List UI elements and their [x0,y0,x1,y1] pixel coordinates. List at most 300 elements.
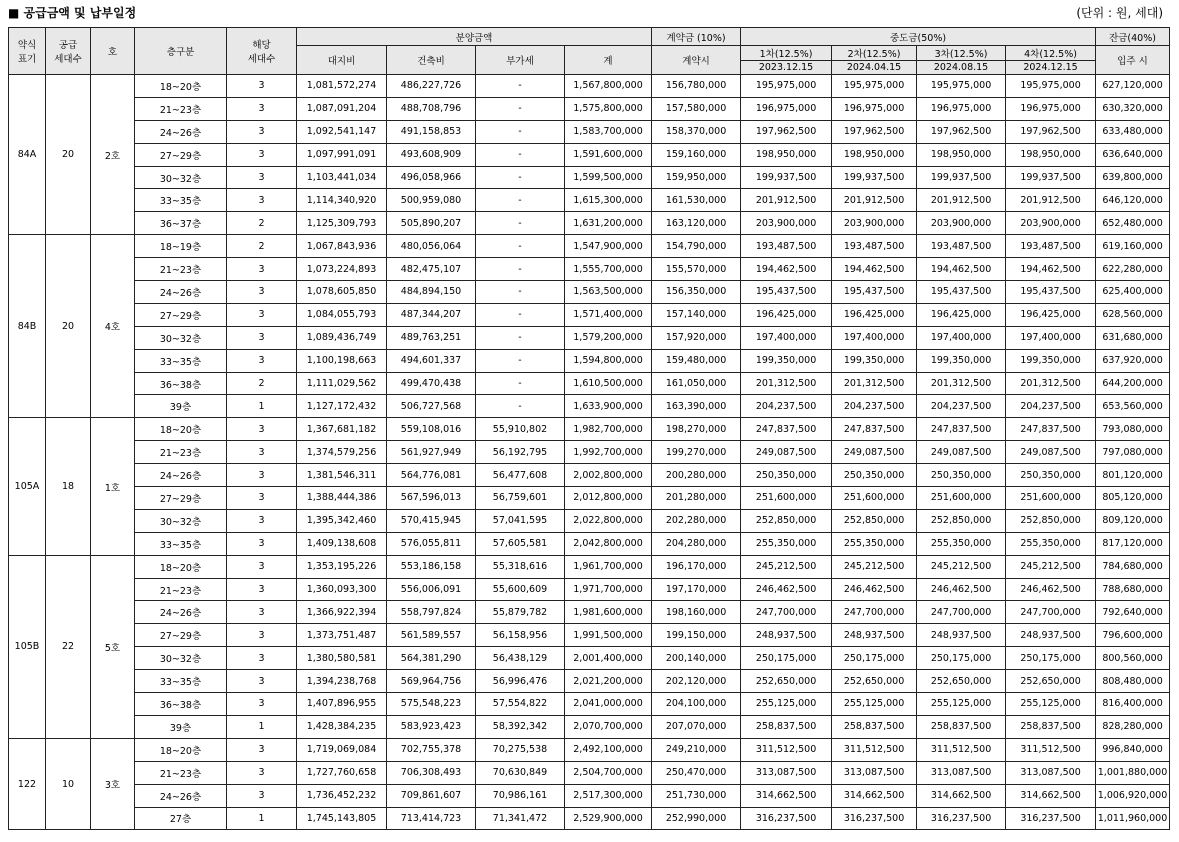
cell-building: 569,964,756 [387,670,476,693]
cell-building: 713,414,723 [387,807,476,830]
cell-balance: 796,600,000 [1096,624,1170,647]
cell-floor: 30~32층 [135,509,227,532]
cell-m4: 314,662,500 [1006,784,1096,807]
cell-floor: 21~23층 [135,441,227,464]
cell-deposit: 156,350,000 [652,281,741,304]
cell-m3: 316,237,500 [917,807,1006,830]
cell-land: 1,366,922,394 [297,601,387,624]
cell-floor: 36~38층 [135,372,227,395]
table-row [9,97,1170,120]
cell-floor: 18~20층 [135,418,227,441]
cell-balance: 637,920,000 [1096,349,1170,372]
cell-m3: 247,700,000 [917,601,1006,624]
cell-total: 1,610,500,000 [565,372,652,395]
cell-vat: 70,275,538 [476,738,565,761]
header-ho: 호 [91,28,135,75]
cell-deposit: 202,280,000 [652,509,741,532]
cell-m3: 247,837,500 [917,418,1006,441]
cell-balance: 639,800,000 [1096,166,1170,189]
cell-m1: 255,350,000 [741,532,832,555]
header-floor: 층구분 [135,28,227,75]
cell-m1: 195,975,000 [741,75,832,98]
cell-land: 1,381,546,311 [297,464,387,487]
cell-deposit: 250,470,000 [652,761,741,784]
cell-total: 1,567,800,000 [565,75,652,98]
cell-vat: 56,438,129 [476,647,565,670]
cell-m3: 195,437,500 [917,281,1006,304]
cell-building: 576,055,811 [387,532,476,555]
cell-building: 553,186,158 [387,555,476,578]
cell-total: 1,547,900,000 [565,235,652,258]
cell-m4: 195,975,000 [1006,75,1096,98]
cell-units: 3 [227,258,297,281]
cell-m4: 255,350,000 [1006,532,1096,555]
cell-m3: 313,087,500 [917,761,1006,784]
group-ho: 4호 [91,235,135,418]
cell-vat: - [476,372,565,395]
cell-m1: 194,462,500 [741,258,832,281]
table-row [9,326,1170,349]
cell-floor: 27~29층 [135,303,227,326]
cell-m1: 255,125,000 [741,693,832,716]
cell-m3: 252,650,000 [917,670,1006,693]
cell-units: 3 [227,738,297,761]
group-supply-units: 20 [46,75,91,235]
cell-m4: 195,437,500 [1006,281,1096,304]
cell-units: 3 [227,555,297,578]
cell-m2: 201,312,500 [832,372,917,395]
cell-floor: 24~26층 [135,784,227,807]
cell-land: 1,111,029,562 [297,372,387,395]
cell-units: 3 [227,326,297,349]
cell-total: 1,563,500,000 [565,281,652,304]
cell-m4: 204,237,500 [1006,395,1096,418]
cell-vat: - [476,303,565,326]
cell-floor: 21~23층 [135,761,227,784]
cell-deposit: 159,160,000 [652,143,741,166]
cell-m3: 194,462,500 [917,258,1006,281]
table-row [9,509,1170,532]
cell-total: 1,631,200,000 [565,212,652,235]
cell-balance: 625,400,000 [1096,281,1170,304]
cell-m4: 311,512,500 [1006,738,1096,761]
cell-m1: 198,950,000 [741,143,832,166]
header-building: 건축비 [387,46,476,75]
group-supply-units: 22 [46,555,91,738]
cell-m1: 314,662,500 [741,784,832,807]
cell-vat: - [476,326,565,349]
cell-m3: 201,912,500 [917,189,1006,212]
cell-building: 709,861,607 [387,784,476,807]
header-middle: 중도금(50%) [741,28,1096,46]
cell-m2: 197,962,500 [832,120,917,143]
unit-note: (단위 : 원, 세대) [1076,6,1163,20]
cell-balance: 800,560,000 [1096,647,1170,670]
cell-units: 3 [227,647,297,670]
cell-m2: 249,087,500 [832,441,917,464]
cell-m3: 197,962,500 [917,120,1006,143]
cell-m4: 196,425,000 [1006,303,1096,326]
cell-vat: 56,192,795 [476,441,565,464]
cell-floor: 36~38층 [135,693,227,716]
price-schedule-table [8,27,1170,830]
cell-m4: 201,912,500 [1006,189,1096,212]
cell-balance: 1,006,920,000 [1096,784,1170,807]
cell-land: 1,745,143,805 [297,807,387,830]
cell-building: 500,959,080 [387,189,476,212]
cell-deposit: 249,210,000 [652,738,741,761]
cell-units: 3 [227,441,297,464]
cell-m4: 247,837,500 [1006,418,1096,441]
header-balance: 잔금(40%) [1096,28,1170,46]
cell-m4: 250,175,000 [1006,647,1096,670]
cell-vat: 56,477,608 [476,464,565,487]
cell-m2: 311,512,500 [832,738,917,761]
cell-deposit: 161,530,000 [652,189,741,212]
table-row [9,143,1170,166]
cell-m1: 316,237,500 [741,807,832,830]
cell-land: 1,103,441,034 [297,166,387,189]
cell-m4: 198,950,000 [1006,143,1096,166]
cell-m1: 245,212,500 [741,555,832,578]
cell-deposit: 155,570,000 [652,258,741,281]
cell-vat: 70,986,161 [476,784,565,807]
cell-m4: 248,937,500 [1006,624,1096,647]
cell-m3: 251,600,000 [917,487,1006,510]
cell-building: 480,056,064 [387,235,476,258]
cell-m3: 314,662,500 [917,784,1006,807]
cell-floor: 27~29층 [135,143,227,166]
cell-m3: 201,312,500 [917,372,1006,395]
cell-floor: 33~35층 [135,532,227,555]
cell-deposit: 197,170,000 [652,578,741,601]
cell-m4: 199,937,500 [1006,166,1096,189]
cell-m1: 197,962,500 [741,120,832,143]
table-row [9,303,1170,326]
cell-balance: 1,011,960,000 [1096,807,1170,830]
cell-floor: 24~26층 [135,464,227,487]
cell-total: 1,575,800,000 [565,97,652,120]
cell-m2: 245,212,500 [832,555,917,578]
cell-units: 1 [227,395,297,418]
cell-total: 1,579,200,000 [565,326,652,349]
cell-total: 1,591,600,000 [565,143,652,166]
cell-m2: 258,837,500 [832,715,917,738]
cell-building: 570,415,945 [387,509,476,532]
cell-total: 1,599,500,000 [565,166,652,189]
cell-building: 494,601,337 [387,349,476,372]
cell-m2: 201,912,500 [832,189,917,212]
cell-floor: 24~26층 [135,601,227,624]
cell-balance: 633,480,000 [1096,120,1170,143]
cell-building: 564,776,081 [387,464,476,487]
cell-land: 1,388,444,386 [297,487,387,510]
group-type: 122 [9,738,46,830]
cell-floor: 27층 [135,807,227,830]
cell-m1: 204,237,500 [741,395,832,418]
cell-m4: 197,400,000 [1006,326,1096,349]
cell-deposit: 204,100,000 [652,693,741,716]
cell-balance: 784,680,000 [1096,555,1170,578]
cell-deposit: 157,580,000 [652,97,741,120]
table-row [9,555,1170,578]
cell-m2: 193,487,500 [832,235,917,258]
cell-deposit: 154,790,000 [652,235,741,258]
cell-m4: 251,600,000 [1006,487,1096,510]
cell-m1: 249,087,500 [741,441,832,464]
cell-m2: 250,175,000 [832,647,917,670]
cell-m2: 313,087,500 [832,761,917,784]
cell-land: 1,114,340,920 [297,189,387,212]
table-row [9,715,1170,738]
cell-m4: 201,312,500 [1006,372,1096,395]
cell-floor: 36~37층 [135,212,227,235]
cell-units: 3 [227,693,297,716]
cell-deposit: 157,920,000 [652,326,741,349]
table-row [9,212,1170,235]
cell-balance: 805,120,000 [1096,487,1170,510]
cell-deposit: 161,050,000 [652,372,741,395]
cell-balance: 636,640,000 [1096,143,1170,166]
cell-total: 1,971,700,000 [565,578,652,601]
cell-m4: 258,837,500 [1006,715,1096,738]
table-header [9,28,1170,75]
table-row [9,532,1170,555]
cell-m2: 196,975,000 [832,97,917,120]
header-balance-when: 입주 시 [1096,46,1170,75]
cell-land: 1,097,991,091 [297,143,387,166]
cell-total: 2,517,300,000 [565,784,652,807]
cell-deposit: 201,280,000 [652,487,741,510]
cell-building: 556,006,091 [387,578,476,601]
cell-vat: - [476,189,565,212]
table-row [9,738,1170,761]
cell-m1: 203,900,000 [741,212,832,235]
table-body [9,75,1170,830]
cell-balance: 653,560,000 [1096,395,1170,418]
cell-total: 1,633,900,000 [565,395,652,418]
cell-m1: 196,425,000 [741,303,832,326]
cell-m3: 197,400,000 [917,326,1006,349]
cell-total: 2,504,700,000 [565,761,652,784]
cell-deposit: 196,170,000 [652,555,741,578]
table-row [9,189,1170,212]
cell-m1: 247,700,000 [741,601,832,624]
cell-m4: 194,462,500 [1006,258,1096,281]
cell-m4: 246,462,500 [1006,578,1096,601]
cell-units: 2 [227,212,297,235]
cell-balance: 652,480,000 [1096,212,1170,235]
cell-floor: 18~19층 [135,235,227,258]
group-ho: 5호 [91,555,135,738]
cell-m1: 195,437,500 [741,281,832,304]
cell-m2: 199,350,000 [832,349,917,372]
cell-land: 1,084,055,793 [297,303,387,326]
cell-vat: 56,759,601 [476,487,565,510]
table-row [9,120,1170,143]
cell-m2: 250,350,000 [832,464,917,487]
cell-vat: 55,318,616 [476,555,565,578]
header-m4: 4차(12.5%) [1006,46,1096,61]
cell-building: 484,894,150 [387,281,476,304]
cell-building: 706,308,493 [387,761,476,784]
cell-balance: 808,480,000 [1096,670,1170,693]
cell-m2: 314,662,500 [832,784,917,807]
cell-floor: 24~26층 [135,281,227,304]
cell-m4: 313,087,500 [1006,761,1096,784]
cell-vat: 55,910,802 [476,418,565,441]
cell-m4: 203,900,000 [1006,212,1096,235]
table-row [9,647,1170,670]
cell-m1: 201,912,500 [741,189,832,212]
cell-units: 1 [227,807,297,830]
cell-m4: 252,650,000 [1006,670,1096,693]
cell-m1: 199,937,500 [741,166,832,189]
cell-vat: - [476,75,565,98]
cell-deposit: 200,140,000 [652,647,741,670]
cell-vat: 57,041,595 [476,509,565,532]
cell-floor: 39층 [135,395,227,418]
cell-units: 3 [227,349,297,372]
cell-m2: 199,937,500 [832,166,917,189]
table-row [9,487,1170,510]
cell-deposit: 157,140,000 [652,303,741,326]
header-deposit: 계약금 (10%) [652,28,741,46]
cell-land: 1,360,093,300 [297,578,387,601]
group-ho: 1호 [91,418,135,555]
cell-units: 3 [227,670,297,693]
cell-balance: 801,120,000 [1096,464,1170,487]
cell-building: 493,608,909 [387,143,476,166]
cell-units: 3 [227,189,297,212]
header-units: 해당 세대수 [227,28,297,75]
cell-vat: 57,554,822 [476,693,565,716]
cell-m4: 255,125,000 [1006,693,1096,716]
cell-m1: 252,650,000 [741,670,832,693]
cell-m4: 250,350,000 [1006,464,1096,487]
cell-units: 3 [227,120,297,143]
cell-floor: 21~23층 [135,258,227,281]
cell-units: 3 [227,97,297,120]
cell-floor: 18~20층 [135,555,227,578]
cell-land: 1,125,309,793 [297,212,387,235]
table-row [9,235,1170,258]
cell-vat: 57,605,581 [476,532,565,555]
table-row [9,441,1170,464]
cell-land: 1,100,198,663 [297,349,387,372]
cell-building: 567,596,013 [387,487,476,510]
header-land: 대지비 [297,46,387,75]
cell-deposit: 200,280,000 [652,464,741,487]
cell-m3: 250,175,000 [917,647,1006,670]
header-supply-units: 공급 세대수 [46,28,91,75]
cell-units: 3 [227,487,297,510]
table-row [9,464,1170,487]
header-vat: 부가세 [476,46,565,75]
group-type: 105A [9,418,46,555]
cell-m1: 199,350,000 [741,349,832,372]
cell-deposit: 198,270,000 [652,418,741,441]
cell-building: 561,927,949 [387,441,476,464]
cell-m2: 252,850,000 [832,509,917,532]
cell-units: 2 [227,235,297,258]
cell-land: 1,089,436,749 [297,326,387,349]
cell-total: 2,492,100,000 [565,738,652,761]
cell-total: 1,982,700,000 [565,418,652,441]
cell-m2: 316,237,500 [832,807,917,830]
cell-m1: 193,487,500 [741,235,832,258]
cell-land: 1,078,605,850 [297,281,387,304]
cell-deposit: 159,950,000 [652,166,741,189]
cell-floor: 30~32층 [135,166,227,189]
cell-m3: 255,350,000 [917,532,1006,555]
cell-m1: 196,975,000 [741,97,832,120]
cell-m2: 194,462,500 [832,258,917,281]
cell-land: 1,428,384,235 [297,715,387,738]
group-type: 84A [9,75,46,235]
cell-units: 2 [227,372,297,395]
cell-floor: 33~35층 [135,349,227,372]
cell-deposit: 163,120,000 [652,212,741,235]
cell-m1: 201,312,500 [741,372,832,395]
cell-building: 496,058,966 [387,166,476,189]
cell-building: 561,589,557 [387,624,476,647]
cell-deposit: 204,280,000 [652,532,741,555]
cell-total: 2,001,400,000 [565,647,652,670]
cell-total: 1,961,700,000 [565,555,652,578]
cell-m4: 252,850,000 [1006,509,1096,532]
cell-floor: 18~20층 [135,75,227,98]
cell-deposit: 199,150,000 [652,624,741,647]
header-m1-date: 2023.12.15 [741,61,832,75]
cell-m2: 252,650,000 [832,670,917,693]
cell-units: 3 [227,418,297,441]
table-row [9,281,1170,304]
cell-deposit: 198,160,000 [652,601,741,624]
table-row [9,75,1170,98]
cell-deposit: 156,780,000 [652,75,741,98]
cell-m4: 193,487,500 [1006,235,1096,258]
cell-balance: 817,120,000 [1096,532,1170,555]
table-row [9,761,1170,784]
cell-m3: 199,350,000 [917,349,1006,372]
cell-floor: 30~32층 [135,647,227,670]
cell-land: 1,092,541,147 [297,120,387,143]
cell-balance: 646,120,000 [1096,189,1170,212]
cell-floor: 27~29층 [135,624,227,647]
cell-vat: - [476,97,565,120]
cell-total: 1,594,800,000 [565,349,652,372]
header-m1: 1차(12.5%) [741,46,832,61]
cell-m4: 316,237,500 [1006,807,1096,830]
cell-building: 482,475,107 [387,258,476,281]
cell-m3: 198,950,000 [917,143,1006,166]
table-row [9,372,1170,395]
cell-land: 1,719,069,084 [297,738,387,761]
table-row [9,601,1170,624]
cell-building: 487,344,207 [387,303,476,326]
cell-building: 575,548,223 [387,693,476,716]
cell-balance: 631,680,000 [1096,326,1170,349]
header-sale-price: 분양금액 [297,28,652,46]
cell-balance: 788,680,000 [1096,578,1170,601]
cell-land: 1,727,760,658 [297,761,387,784]
cell-m2: 247,700,000 [832,601,917,624]
cell-m3: 195,975,000 [917,75,1006,98]
cell-m3: 252,850,000 [917,509,1006,532]
cell-total: 1,555,700,000 [565,258,652,281]
cell-balance: 996,840,000 [1096,738,1170,761]
